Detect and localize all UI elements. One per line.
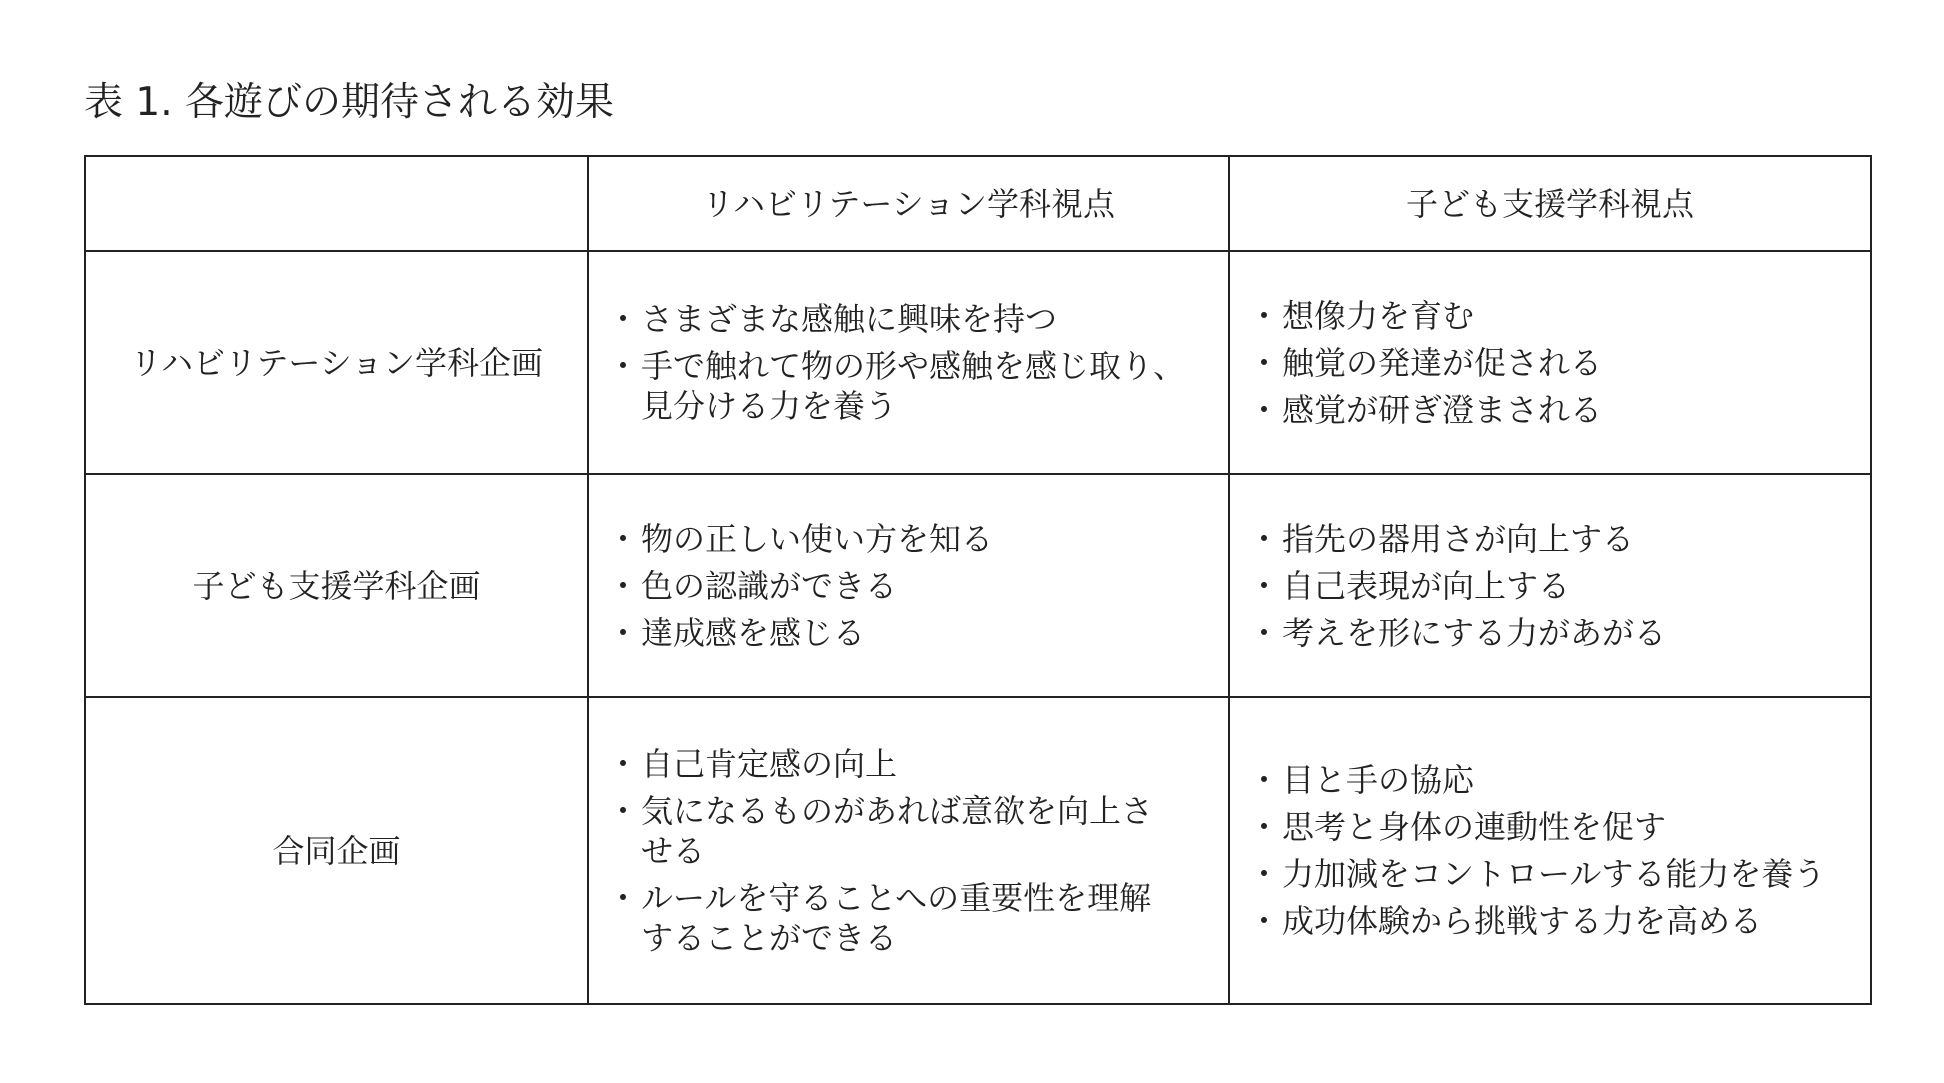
bullet-list [589, 299, 1228, 426]
header-cell-rehab-perspective: リハビリテーション学科視点 [588, 156, 1229, 251]
bullet-item: ・ 気になるものがあれば意欲を向上さ せる [641, 791, 1228, 871]
bullet-item: ・ ルールを守ることへの重要性を理解 することができる [641, 878, 1228, 958]
table-row-child-project [85, 474, 1871, 697]
bullet-item: ・ 自己肯定感の向上 [641, 744, 1228, 784]
table-row-joint-project [85, 697, 1871, 1004]
table-row-rehab-project [85, 251, 1871, 474]
bullet-list [1230, 519, 1870, 653]
bullet-item: ・ さまざまな感触に興味を持つ [641, 299, 1228, 339]
bullet-item: ・ 目と手の協応 [1282, 760, 1870, 800]
bullet-list [589, 744, 1228, 958]
cell-joint-project-rehab-view [588, 697, 1229, 1004]
cell-rehab-project-child-view [1229, 251, 1871, 474]
bullet-list [1230, 760, 1870, 941]
cell-rehab-project-rehab-view [588, 251, 1229, 474]
bullet-item: ・ 力加減をコントロールする能力を養う [1282, 854, 1870, 894]
table-caption: 表 1. 各遊びの期待される効果 [84, 80, 615, 125]
effects-table [84, 155, 1872, 1005]
bullet-item: ・ 自己表現が向上する [1282, 566, 1870, 606]
header-cell-blank [85, 156, 588, 251]
row-label-child-project: 子ども支援学科企画 [85, 474, 588, 697]
cell-child-project-child-view [1229, 474, 1871, 697]
bullet-list [589, 519, 1228, 653]
bullet-item: ・ 達成感を感じる [641, 613, 1228, 653]
bullet-item: ・ 物の正しい使い方を知る [641, 519, 1228, 559]
bullet-item: ・ 感覚が研ぎ澄まされる [1282, 390, 1870, 430]
row-label-joint-project: 合同企画 [85, 697, 588, 1004]
bullet-item: ・ 手で触れて物の形や感触を感じ取り、 見分ける力を養う [641, 346, 1228, 426]
row-label-rehab-project: リハビリテーション学科企画 [85, 251, 588, 474]
bullet-item: ・ 思考と身体の連動性を促す [1282, 807, 1870, 847]
bullet-item: ・ 考えを形にする力があがる [1282, 613, 1870, 653]
bullet-item: ・ 指先の器用さが向上する [1282, 519, 1870, 559]
bullet-item: ・ 成功体験から挑戦する力を高める [1282, 901, 1870, 941]
bullet-item: ・ 色の認識ができる [641, 566, 1228, 606]
cell-child-project-rehab-view [588, 474, 1229, 697]
bullet-item: ・ 想像力を育む [1282, 296, 1870, 336]
bullet-item: ・ 触覚の発達が促される [1282, 343, 1870, 383]
bullet-list [1230, 296, 1870, 430]
header-cell-child-perspective: 子ども支援学科視点 [1229, 156, 1871, 251]
table-header-row [85, 156, 1871, 251]
cell-joint-project-child-view [1229, 697, 1871, 1004]
